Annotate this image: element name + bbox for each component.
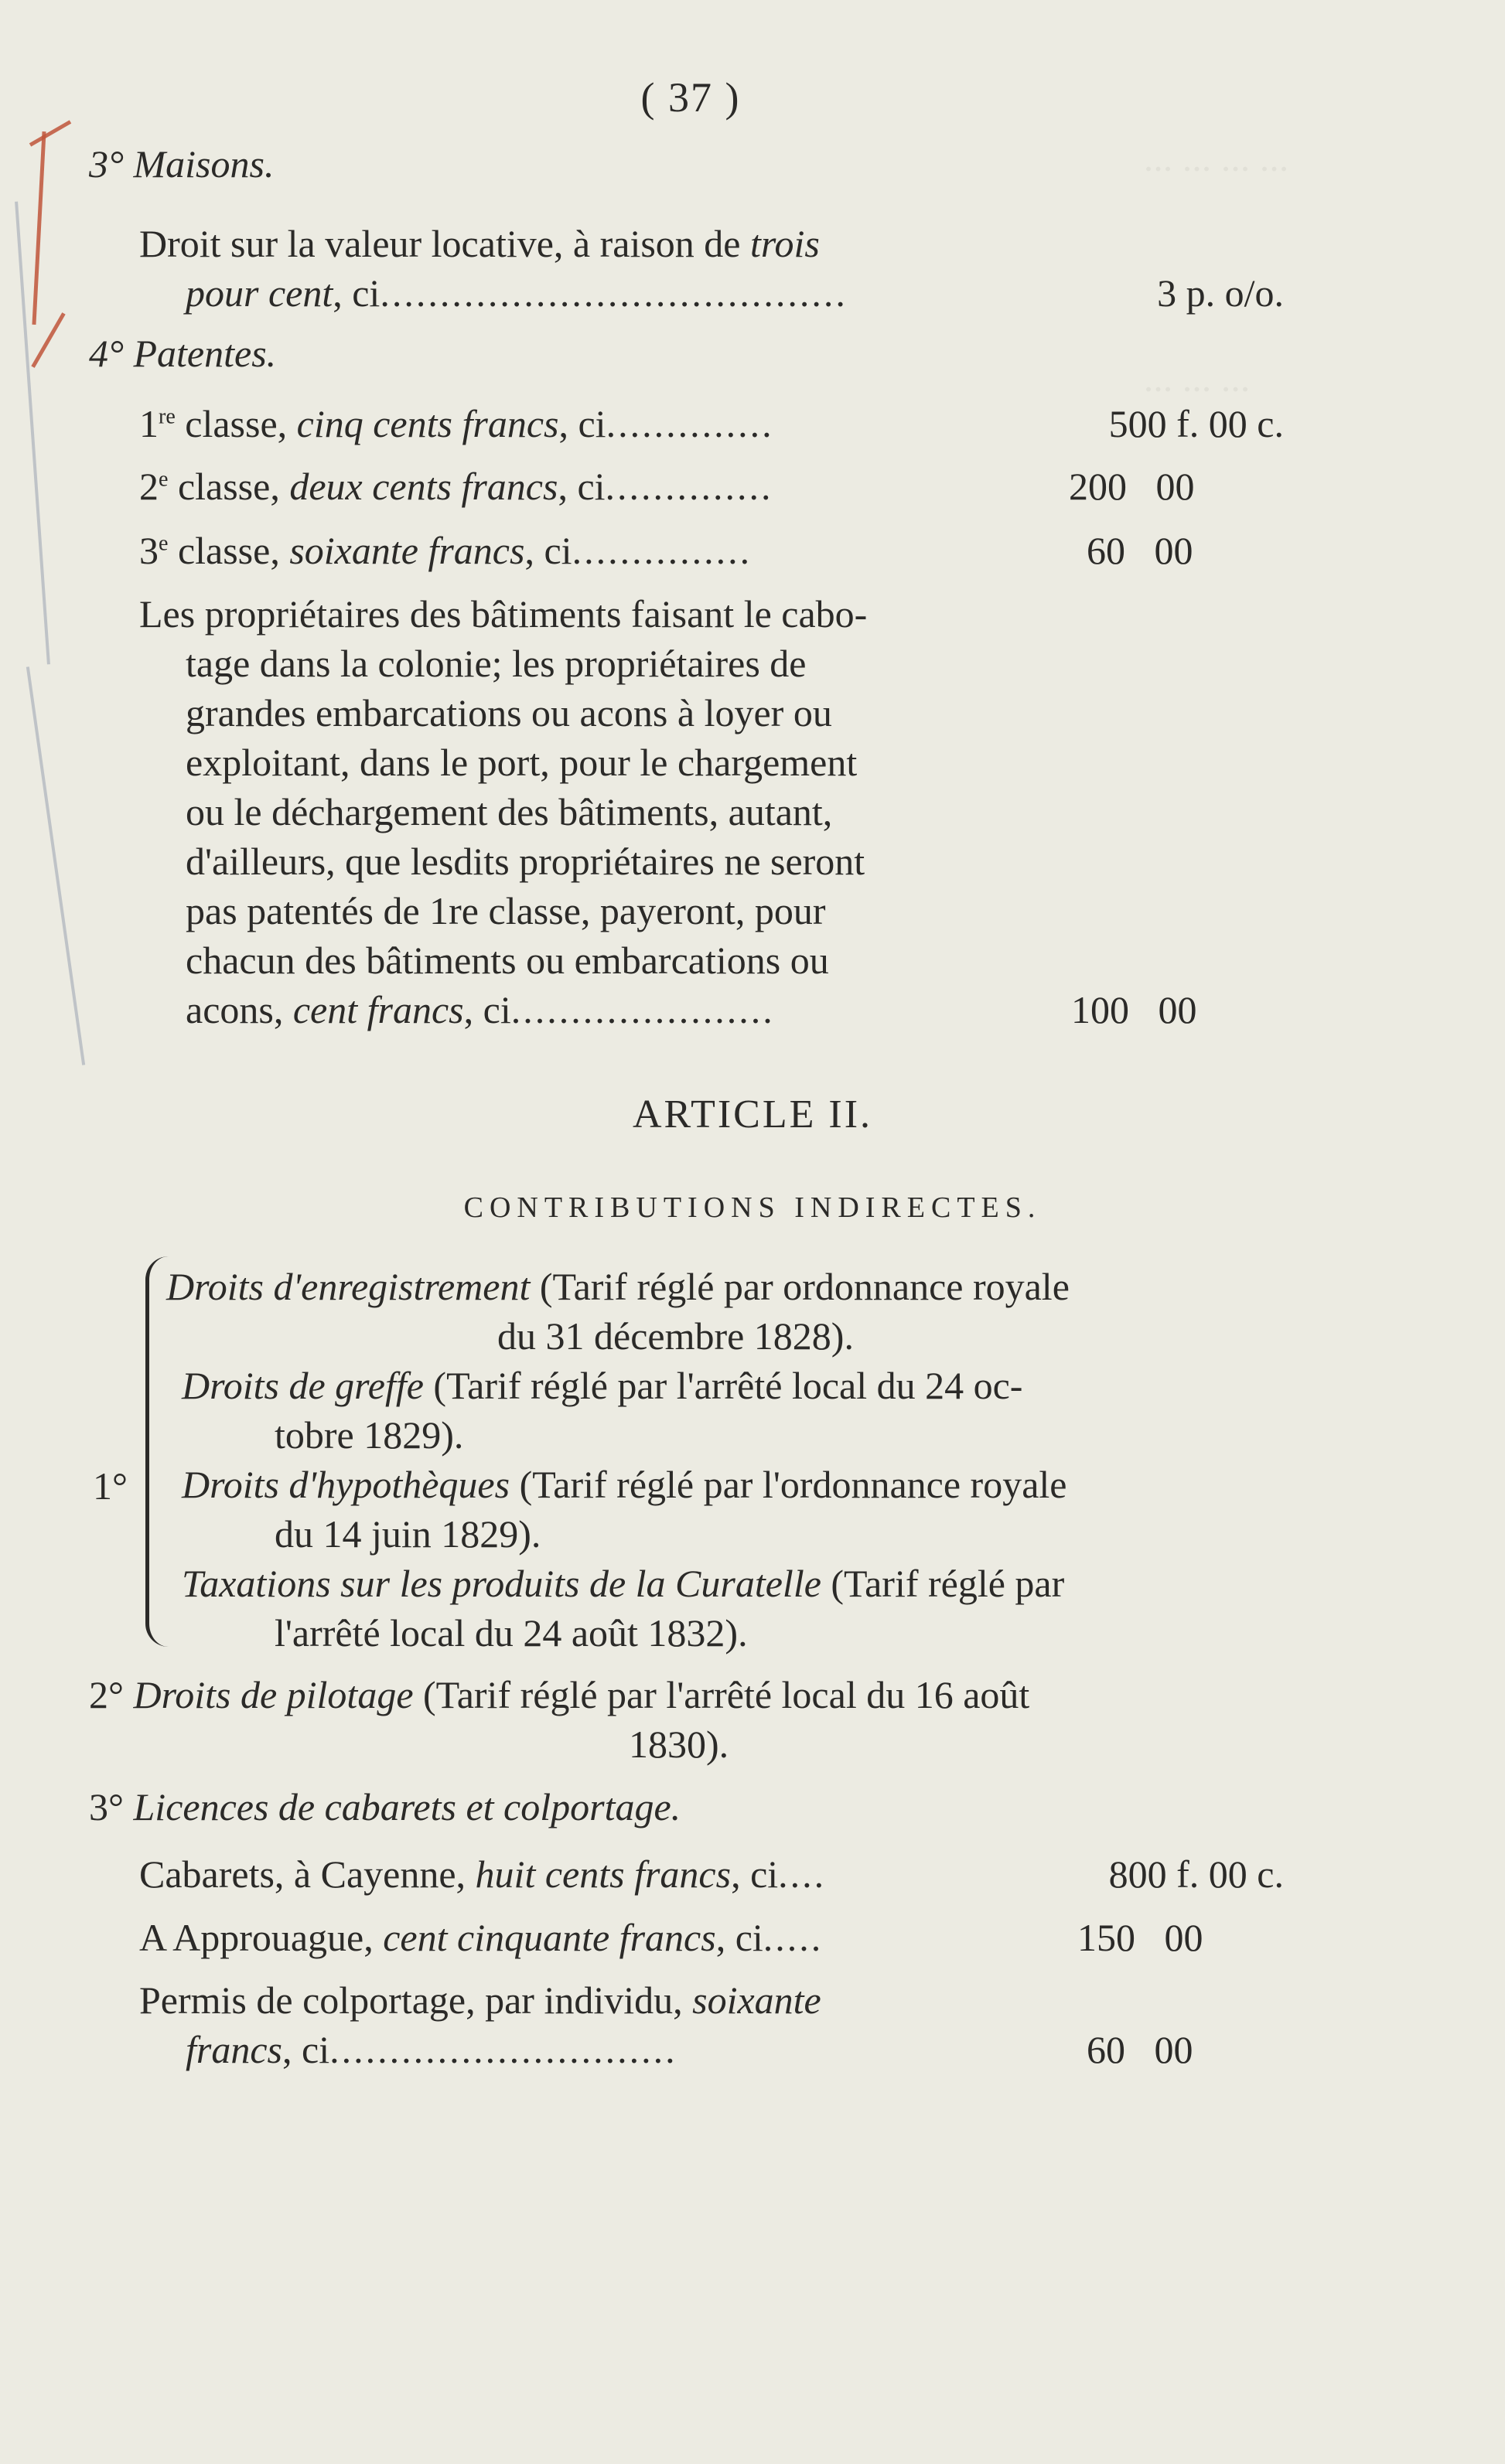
leader-dots: ..............: [606, 402, 774, 445]
droit-trois: trois: [750, 222, 820, 265]
proprietaires-line-4: exploitant, dans le port, pour le chargement: [186, 741, 858, 784]
curatelle-title: Taxations sur les produits de la Curatelle: [182, 1562, 821, 1605]
proprietaires-line-1: Les propriétaires des bâtiments faisant le cabo-: [139, 592, 868, 636]
greffe-title: Droits de greffe: [182, 1364, 424, 1407]
leader-dots: .....: [763, 1916, 824, 1959]
proprietaires-line-2: tage dans la colonie; les propriétaires de: [186, 642, 807, 685]
maisons-heading: 3° Maisons.: [89, 142, 275, 186]
patente-num: 3: [139, 529, 159, 572]
droit-line-2: [186, 268, 848, 318]
proprietaires-line-5: ou le déchargement des bâtiments, autant,: [186, 790, 833, 833]
permis-line-1: [139, 1975, 821, 2025]
group-brace: [145, 1256, 180, 1647]
patente-sup: e: [159, 531, 169, 556]
approuague-ci: , ci: [715, 1916, 763, 1959]
droit-line-1: [139, 219, 820, 268]
proprietaires-line-7: pas patentés de 1re classe, payeront, pour: [186, 889, 826, 932]
permis-amount: 60 00: [1087, 2028, 1193, 2071]
patente-ci: , ci: [558, 402, 606, 445]
red-margin-mark: [32, 131, 46, 325]
red-check-mark: [31, 312, 65, 368]
patente-row-1: [139, 399, 774, 448]
approuague-amount: 150 00: [1077, 1916, 1203, 1959]
proprietaires-line-8: chacun des bâtiments ou embarcations ou: [186, 939, 829, 982]
curatelle-cont: l'arrêté local du 24 août 1832).: [275, 1611, 748, 1655]
patente-amount-words: deux cents francs: [289, 465, 558, 508]
cabarets-amount: 800 f. 00 c.: [1108, 1852, 1284, 1896]
patente-row-2: [139, 462, 773, 511]
permis-line-2: [186, 2025, 677, 2074]
enregistrement-tarif: (Tarif réglé par ordonnance royale: [530, 1265, 1070, 1308]
patente-amount-words: soixante francs: [289, 529, 525, 572]
patente-sup: re: [159, 404, 176, 429]
patente-ci: , ci: [524, 529, 572, 572]
cabarets-text: Cabarets, à Cayenne,: [139, 1852, 476, 1896]
permis-francs: francs: [186, 2028, 282, 2071]
acons-text: acons,: [186, 988, 293, 1031]
hypotheques-line: [182, 1460, 1067, 1509]
patente-amount-1: 500 f. 00 c.: [1108, 402, 1284, 445]
patente-amount-words: cinq cents francs: [296, 402, 559, 445]
curatelle-line: [182, 1559, 1064, 1608]
cabarets-ci: , ci: [731, 1852, 779, 1896]
hypotheques-tarif: (Tarif réglé par l'ordonnance royale: [510, 1463, 1067, 1506]
red-arrow-mark: [29, 120, 71, 146]
droit-text: Droit sur la valeur locative, à raison de: [139, 222, 750, 265]
hypotheques-cont: du 14 juin 1829).: [275, 1512, 541, 1556]
patente-num: 2: [139, 465, 159, 508]
margin-pencil-mark: [15, 202, 50, 665]
approuague-amount-words: cent cinquante francs: [383, 1916, 716, 1959]
licences-title: Licences de cabarets et colportage.: [133, 1785, 681, 1828]
article-subtitle: CONTRIBUTIONS INDIRECTES.: [463, 1191, 1042, 1224]
pilotage-label: 2°: [89, 1673, 124, 1716]
permis-text: Permis de colportage, par individu,: [139, 1978, 693, 2022]
leader-dots: ...............: [572, 529, 752, 572]
greffe-tarif: (Tarif réglé par l'arrêté local du 24 oc-: [423, 1364, 1023, 1407]
group-label-1: 1°: [93, 1464, 128, 1508]
permis-soixante: soixante: [692, 1978, 821, 2022]
acons-ci: , ci: [463, 988, 511, 1031]
droit-amount: 3 p. o/o.: [1157, 271, 1284, 315]
leader-dots: ....: [778, 1852, 827, 1896]
enregistrement-line: [166, 1262, 1070, 1311]
proprietaires-line-3: grandes embarcations ou acons à loyer ou: [186, 691, 832, 734]
leader-dots: ..............: [605, 465, 773, 508]
enregistrement-cont: du 31 décembre 1828).: [497, 1314, 854, 1358]
droit-ci: , ci: [333, 271, 381, 315]
approuague-text: A Approuague,: [139, 1916, 384, 1959]
page-number: ( 37 ): [640, 74, 741, 121]
patente-amount-3: 60 00: [1087, 529, 1193, 572]
pilotage-tarif: (Tarif réglé par l'arrêté local du 16 août: [413, 1673, 1030, 1716]
greffe-line: [182, 1361, 1022, 1410]
patente-row-3: [139, 526, 752, 575]
patente-pre: classe,: [175, 402, 297, 445]
patente-pre: classe,: [168, 529, 290, 572]
acons-amount-words: cent francs: [292, 988, 464, 1031]
patente-pre: classe,: [168, 465, 290, 508]
approuague-line: [139, 1913, 823, 1962]
patente-sup: e: [159, 467, 169, 492]
hypotheques-title: Droits d'hypothèques: [182, 1463, 510, 1506]
pilotage-line: [89, 1670, 1029, 1719]
patente-amount-2: 200 00: [1069, 465, 1195, 508]
acons-line: [186, 985, 775, 1034]
article-title: ARTICLE II.: [632, 1092, 873, 1137]
licences-heading: [89, 1782, 681, 1832]
patentes-heading: 4° Patentes.: [89, 332, 277, 375]
proprietaires-line-6: d'ailleurs, que lesdits propriétaires ne seront: [186, 840, 865, 883]
greffe-cont: tobre 1829).: [275, 1413, 464, 1457]
permis-ci: , ci: [282, 2028, 330, 2071]
pilotage-cont: 1830).: [629, 1723, 729, 1766]
cabarets-amount-words: huit cents francs: [475, 1852, 732, 1896]
acons-amount: 100 00: [1071, 988, 1197, 1031]
document-page: ... ... ... ... ... ... ... ( 37 ) 3° Maisons. Droit sur la valeur locative, à raison de trois pour cent, ci....................................... 3 p. o/o. 4° Patentes. 1re classe, cinq cents francs, ci.............. 500 f. 00 c. 2e classe, deux cents francs, ci.............. 200 00 3e classe, soixante francs, ci............... 60 00 Les propriétaires des bâtiments faisant le cabo- tage dans la colonie; les propriétaires de grandes embarcations ou acons à loyer ou exploitant, dans le port, pour le chargement ou le déchargement des bâtiments, autant, d'ailleurs, que lesdits propriétaires ne seront pas patentés de 1re classe, payeront, pour chacun des bâtiments ou embarcations ou acons, cent francs, ci...................... 100 00 ARTICLE II. CONTRIBUTIONS INDIRECTES. 1° Droits d'enregistrement (Tarif réglé par ordonnance royale du 31 décembre 1828). Droits de greffe (Tarif réglé par l'arrêté local du 24 oc- tobre 1829). Droits d'hypothèques (Tarif réglé par l'ordonnance royale du 14 juin 1829). Taxations sur les produits de la Curatelle (Tarif réglé par l'arrêté local du 24 août 1832). 2° Droits de pilotage (Tarif réglé par l'arrêté local du 16 août 1830). 3° Licences de cabarets et colportage. Cabarets, à Cayenne, huit cents francs, ci.... 800 f. 00 c. A Approuague, cent cinquante francs, ci..... 150 00 Permis de colportage, par individu, soixante francs, ci............................. 60 00: [0, 0, 1505, 2464]
curatelle-tarif: (Tarif réglé par: [821, 1562, 1065, 1605]
patente-ci: , ci: [558, 465, 606, 508]
leader-dots: .......................................: [380, 271, 848, 315]
enregistrement-title: Droits d'enregistrement: [166, 1265, 531, 1308]
patente-num: 1: [139, 402, 159, 445]
droit-pour-cent: pour cent: [186, 271, 333, 315]
leader-dots: .............................: [329, 2028, 677, 2071]
margin-pencil-mark-lower: [26, 666, 85, 1065]
cabarets-line: [139, 1849, 826, 1899]
pilotage-title: Droits de pilotage: [133, 1673, 414, 1716]
licences-label: 3°: [89, 1785, 124, 1828]
leader-dots: ......................: [510, 988, 775, 1031]
